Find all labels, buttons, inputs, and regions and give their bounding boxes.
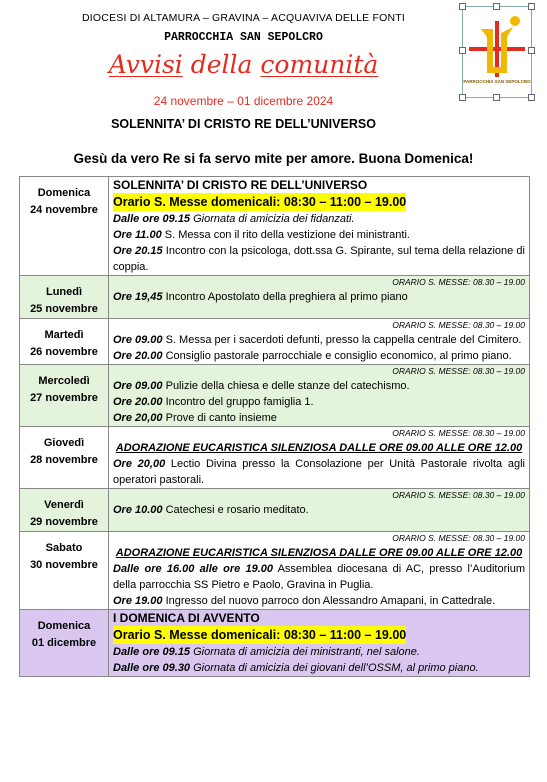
schedule-row — [20, 319, 530, 365]
event-description: Giornata di amicizia dei fidanzati. — [190, 213, 355, 225]
event-description: Lectio Divina presso la Consolazione per Unità Pastorale rivolta agli operatori pastorali. — [113, 458, 525, 486]
schedule-row — [20, 610, 530, 677]
day-cell — [20, 427, 109, 489]
event-line — [113, 227, 525, 243]
schedule-row — [20, 177, 530, 276]
adoration-note: ADORAZIONE EUCARISTICA SILENZIOSA DALLE ORE 09.00 ALLE ORE 12.00 — [115, 442, 523, 454]
title-word-comunita: comunità — [260, 50, 379, 79]
event-time: Ore 20,00 — [113, 412, 163, 424]
day-date: 28 novembre — [30, 454, 98, 466]
resize-handle[interactable] — [528, 94, 535, 101]
mass-times-note: ORARIO S. MESSE: 08.30 – 19.00 — [392, 277, 525, 287]
event-line — [113, 660, 525, 676]
mass-times-note: ORARIO S. MESSE: 08.30 – 19.00 — [392, 320, 525, 330]
resize-handle[interactable] — [528, 3, 535, 10]
mass-times-note: ORARIO S. MESSE: 08.30 – 19.00 — [392, 366, 525, 376]
day-cell — [20, 489, 109, 532]
event-description: Giornata di amicizia dei giovani dell’OSSM, al primo piano. — [190, 662, 479, 674]
day-date: 30 novembre — [30, 559, 98, 571]
event-description: Pulizie della chiesa e delle stanze del catechismo. — [162, 380, 410, 392]
day-name: Venerdì — [44, 499, 84, 511]
event-time: Ore 20.15 — [113, 245, 163, 257]
event-line — [113, 410, 525, 426]
event-time: Ore 19,45 — [113, 291, 163, 303]
schedule-row — [20, 276, 530, 319]
event-line — [113, 394, 525, 410]
events-cell — [109, 177, 530, 276]
event-line — [113, 348, 525, 364]
events-cell — [109, 319, 530, 365]
weekly-schedule — [19, 176, 530, 677]
day-name: Mercoledì — [38, 375, 90, 387]
event-time: Ore 09.00 — [113, 334, 163, 346]
mass-times-note: ORARIO S. MESSE: 08.30 – 19.00 — [392, 490, 525, 500]
day-cell — [20, 276, 109, 319]
event-time: Ore 20.00 — [113, 350, 163, 362]
day-date: 29 novembre — [30, 516, 98, 528]
day-date: 27 novembre — [30, 392, 98, 404]
resize-handle[interactable] — [493, 94, 500, 101]
schedule-row — [20, 489, 530, 532]
event-line — [113, 593, 525, 609]
event-description: Catechesi e rosario meditato. — [162, 504, 309, 516]
date-range: 24 novembre – 01 dicembre 2024 — [153, 94, 334, 108]
day-cell — [20, 610, 109, 677]
event-time: Ore 20,00 — [113, 458, 166, 470]
schedule-row — [20, 365, 530, 427]
events-cell — [109, 532, 530, 610]
event-line — [113, 456, 525, 488]
day-cell — [20, 365, 109, 427]
event-line — [113, 378, 525, 394]
parish-heading: PARROCCHIA SAN SEPOLCRO — [164, 31, 323, 44]
page-title — [0, 50, 517, 79]
events-cell — [109, 489, 530, 532]
schedule-row — [20, 427, 530, 489]
events-cell — [109, 427, 530, 489]
event-time: Dalle ore 09.30 — [113, 662, 191, 674]
event-description: Incontro del gruppo famiglia 1. — [162, 396, 314, 408]
day-heading: I DOMENICA DI AVVENTO — [113, 611, 260, 625]
day-cell — [20, 532, 109, 610]
day-name: Sabato — [45, 542, 83, 554]
day-date: 24 novembre — [30, 204, 98, 216]
day-heading: SOLENNITA’ DI CRISTO RE DELL’UNIVERSO — [113, 178, 368, 192]
event-description: Giornata di amicizia dei ministranti, nel salone. — [190, 646, 420, 658]
day-name: Domenica — [37, 187, 91, 199]
day-name: Martedì — [44, 329, 84, 341]
solemnity-heading: SOLENNITA’ DI CRISTO RE DELL’UNIVERSO — [111, 117, 376, 131]
event-line — [113, 211, 525, 227]
event-time: Dalle ore 09.15 — [113, 213, 191, 225]
events-cell — [109, 365, 530, 427]
logo-caption: PARROCCHIA SAN SEPOLCRO — [463, 79, 531, 84]
event-time: Ore 20.00 — [113, 396, 163, 408]
event-description: Incontro Apostolato della preghiera al primo piano — [162, 291, 408, 303]
event-time: Ore 19.00 — [113, 595, 163, 607]
event-description: Consiglio pastorale parrocchiale e consiglio economico, al primo piano. — [162, 350, 512, 362]
event-description: Assemblea diocesana di AC, presso l’Auditorium della parrocchia SS Pietro e Paolo, Gravina in Puglia. — [113, 563, 525, 591]
event-description: Prove di canto insieme — [162, 412, 277, 424]
event-line — [113, 332, 525, 348]
resize-handle[interactable] — [493, 3, 500, 10]
day-name: Giovedì — [43, 437, 85, 449]
mass-times-note: ORARIO S. MESSE: 08.30 – 19.00 — [392, 428, 525, 438]
resize-handle[interactable] — [459, 3, 466, 10]
event-time: Ore 10.00 — [113, 504, 163, 516]
event-time: Dalle ore 16.00 alle ore 19.00 — [113, 563, 273, 575]
resize-handle[interactable] — [459, 47, 466, 54]
resize-handle[interactable] — [528, 47, 535, 54]
event-line — [113, 289, 525, 305]
event-time: Ore 11.00 — [113, 229, 162, 241]
mass-times-highlight: Orario S. Messe domenicali: 08:30 – 11:00 – 19.00 — [113, 195, 407, 209]
diocese-heading: DIOCESI DI ALTAMURA – GRAVINA – ACQUAVIVA DELLE FONTI — [82, 12, 405, 24]
events-cell — [109, 276, 530, 319]
day-date: 26 novembre — [30, 346, 98, 358]
parish-logo[interactable] — [462, 6, 532, 98]
title-word-avvisi: Avvisi — [108, 50, 183, 79]
event-line — [113, 561, 525, 593]
event-description: Ingresso del nuovo parroco don Alessandro Amapani, in Cattedrale. — [162, 595, 496, 607]
title-word-della: della — [182, 50, 261, 79]
resize-handle[interactable] — [459, 94, 466, 101]
day-date: 25 novembre — [30, 303, 98, 315]
schedule-row — [20, 532, 530, 610]
event-line — [113, 502, 525, 518]
event-line — [113, 243, 525, 275]
event-time: Dalle ore 09.15 — [113, 646, 191, 658]
day-cell — [20, 319, 109, 365]
day-date: 01 dicembre — [31, 637, 97, 649]
event-description: Incontro con la psicologa, dott.ssa G. Spirante, sul tema della relazione di coppia. — [113, 245, 525, 273]
event-time: Ore 09.00 — [113, 380, 163, 392]
motto: Gesù da vero Re si fa servo mite per amore. Buona Domenica! — [73, 151, 474, 166]
mass-times-note: ORARIO S. MESSE: 08.30 – 19.00 — [392, 533, 525, 543]
event-line — [113, 644, 525, 660]
adoration-note: ADORAZIONE EUCARISTICA SILENZIOSA DALLE ORE 09.00 ALLE ORE 12.00 — [115, 547, 523, 559]
day-cell — [20, 177, 109, 276]
event-description: S. Messa per i sacerdoti defunti, presso la cappella centrale del Cimitero. — [162, 334, 522, 346]
mass-times-highlight: Orario S. Messe domenicali: 08:30 – 11:00 – 19.00 — [113, 628, 407, 642]
day-name: Lunedì — [45, 286, 83, 298]
day-name: Domenica — [37, 620, 91, 632]
events-cell — [109, 610, 530, 677]
event-description: S. Messa con il rito della vestizione dei ministranti. — [161, 229, 410, 241]
